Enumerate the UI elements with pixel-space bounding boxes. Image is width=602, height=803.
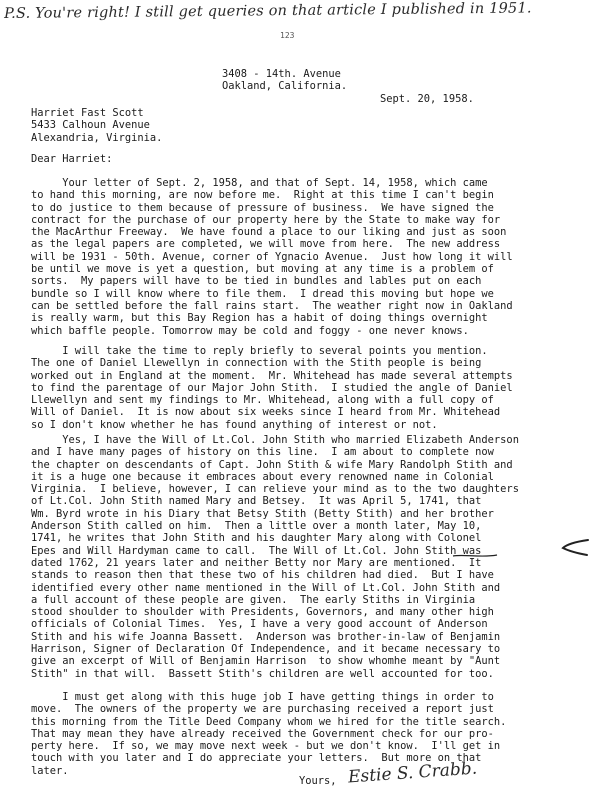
salutation: Dear Harriet: xyxy=(31,153,113,165)
letter-line: Wm. Byrd wrote in his Diary that Betsy Stith (Betty Stith) and her brother xyxy=(31,507,494,520)
letter-line: to hand this morning, are now before me. Right at this time I can't begin xyxy=(31,189,494,202)
letter-line: That may mean they have already received the Government check for our pro- xyxy=(31,727,494,740)
letter-line: will be 1931 - 50th. Avenue, corner of Ygnacio Avenue. Just how long it will xyxy=(31,250,513,263)
letter-line: of Lt.Col. John Stith named Mary and Betsey. It was April 5, 1741, that xyxy=(31,495,482,508)
recipient-street: 5433 Calhoun Avenue xyxy=(31,119,150,132)
sender-address-city: Oakland, California. xyxy=(222,80,348,92)
letter-line: give an excerpt of Will of Benjamin Harrison to show whomhe meant by "Aunt xyxy=(31,655,501,668)
letter-line: to find the parentage of our Major John Stith. I studied the angle of Daniel xyxy=(31,381,513,394)
letter-line: Anderson Stith called on him. Then a little over a month later, May 10, xyxy=(31,520,482,533)
letter-line: dated 1762, 21 years later and neither Betty nor Mary are mentioned. It xyxy=(31,556,482,569)
letter-line: be until we move is yet a question, but moving at any time is a problem of xyxy=(31,263,494,276)
margin-arrow-icon xyxy=(560,536,590,558)
letter-line: the chapter on descendants of Capt. John Stith & wife Mary Randolph Stith and xyxy=(31,458,513,471)
letter-line: bundle so I will know where to file them. I dread this moving but hope we xyxy=(31,287,494,300)
letter-line: can be settled before the fall rains start. The weather right now in Oakland xyxy=(31,299,513,312)
letter-line: stood shoulder to shoulder with Presidents, Governors, and many other high xyxy=(31,606,494,619)
letter-line: as the legal papers are completed, we will move from here. The new address xyxy=(31,238,501,251)
letter-line: officials of Colonial Times. Yes, I have a very good account of Anderson xyxy=(31,618,488,631)
letter-line: perty here. If so, we may move next week - but we don't know. I'll get in xyxy=(31,740,501,753)
recipient-address xyxy=(31,107,162,144)
letter-line: Your letter of Sept. 2, 1958, and that of Sept. 14, 1958, which came xyxy=(31,177,488,189)
letter-line: worked out in England at the moment. Mr. Whitehead has made several attempts xyxy=(31,369,513,382)
letter-line: Harrison, Signer of Declaration Of Independence, and it became necessary to xyxy=(31,643,501,656)
letter-line: I will take the time to reply briefly to several points you mention. xyxy=(31,345,488,357)
paragraph-llewellyn xyxy=(31,345,571,431)
letter-line: the MacArthur Freeway. We have found a place to our liking and just as soon xyxy=(31,226,507,239)
letter-line: sorts. My papers will have to be tied in bundles and lables put on each xyxy=(31,275,482,288)
letter-line: contract for the purchase of our property here by the State to make way for xyxy=(31,213,501,226)
letter-line: to do justice to them because of pressure of business. We have signed the xyxy=(31,201,494,214)
letter-line: and I have many pages of history on this line. I am about to complete now xyxy=(31,446,494,459)
letter-date: Sept. 20, 1958. xyxy=(380,93,474,105)
closing: Yours, xyxy=(299,775,337,787)
letter-line: I must get along with this huge job I have getting things in order to xyxy=(31,691,494,703)
letter-line: identified every other name mentioned in the Will of Lt.Col. John Stith and xyxy=(31,581,501,594)
sender-address-street: 3408 - 14th. Avenue xyxy=(222,68,341,80)
letter-line: later. xyxy=(31,764,69,777)
letter-line: Llewellyn and sent my findings to Mr. Whitehead, along with a full copy of xyxy=(31,394,494,407)
letter-line: The one of Daniel Llewellyn in connection with the Stith people is being xyxy=(31,357,482,370)
letter-line: move. The owners of the property we are purchasing received a report just xyxy=(31,703,494,716)
letter-line: this morning from the Title Deed Company whom we hired for the title search. xyxy=(31,715,507,728)
letter-line: Epes and Will Hardyman came to call. The Will of Lt.Col. John Stith was xyxy=(31,544,482,557)
letter-line: Stith" in that will. Bassett Stith's children are well accounted for too. xyxy=(31,667,494,680)
letter-line: stands to reason then that these two of his children had died. But I have xyxy=(31,569,494,582)
letter-line: it is a huge one because it embraces about every renowned name in Colonial xyxy=(31,470,494,483)
recipient-city: Alexandria, Virginia. xyxy=(31,131,163,144)
letter-line: is really warm, but this Bay Region has a habit of doing things overnight xyxy=(31,312,488,325)
letter-line: touch with you later and I do appreciate your letters. But more on that xyxy=(31,752,482,765)
letter-line: Yes, I have the Will of Lt.Col. John Stith who married Elizabeth Anderson xyxy=(31,434,519,446)
signature-text: Estie S. Crabb. xyxy=(347,758,478,788)
paragraph-closing xyxy=(31,691,571,777)
paragraph-moving xyxy=(31,177,571,337)
handwritten-postscript: P.S. You're right! I still get queries on that article I published in 1951. xyxy=(4,0,532,22)
letter-line: 1741, he writes that John Stith and his daughter Mary along with Colonel xyxy=(31,532,482,545)
letter-line: Stith and his wife Joanna Bassett. Anderson was brother-in-law of Benjamin xyxy=(31,630,501,643)
page-number: 123 xyxy=(280,31,295,40)
letter-line: so I don't know whether he has found anything of interest or not. xyxy=(31,418,438,431)
letter-line: Virginia. I believe, however, I can relieve your mind as to the two daughters xyxy=(31,483,519,496)
letter-line: which baffle people. Tomorrow may be cold and foggy - one never knows. xyxy=(31,324,469,337)
letter-line: Will of Daniel. It is now about six weeks since I heard from Mr. Whitehead xyxy=(31,406,501,419)
letter-line: a full account of these people are given. The early Stiths in Virginia xyxy=(31,593,476,606)
recipient-name: Harriet Fast Scott xyxy=(31,107,144,119)
underline-mark-icon xyxy=(452,553,498,559)
